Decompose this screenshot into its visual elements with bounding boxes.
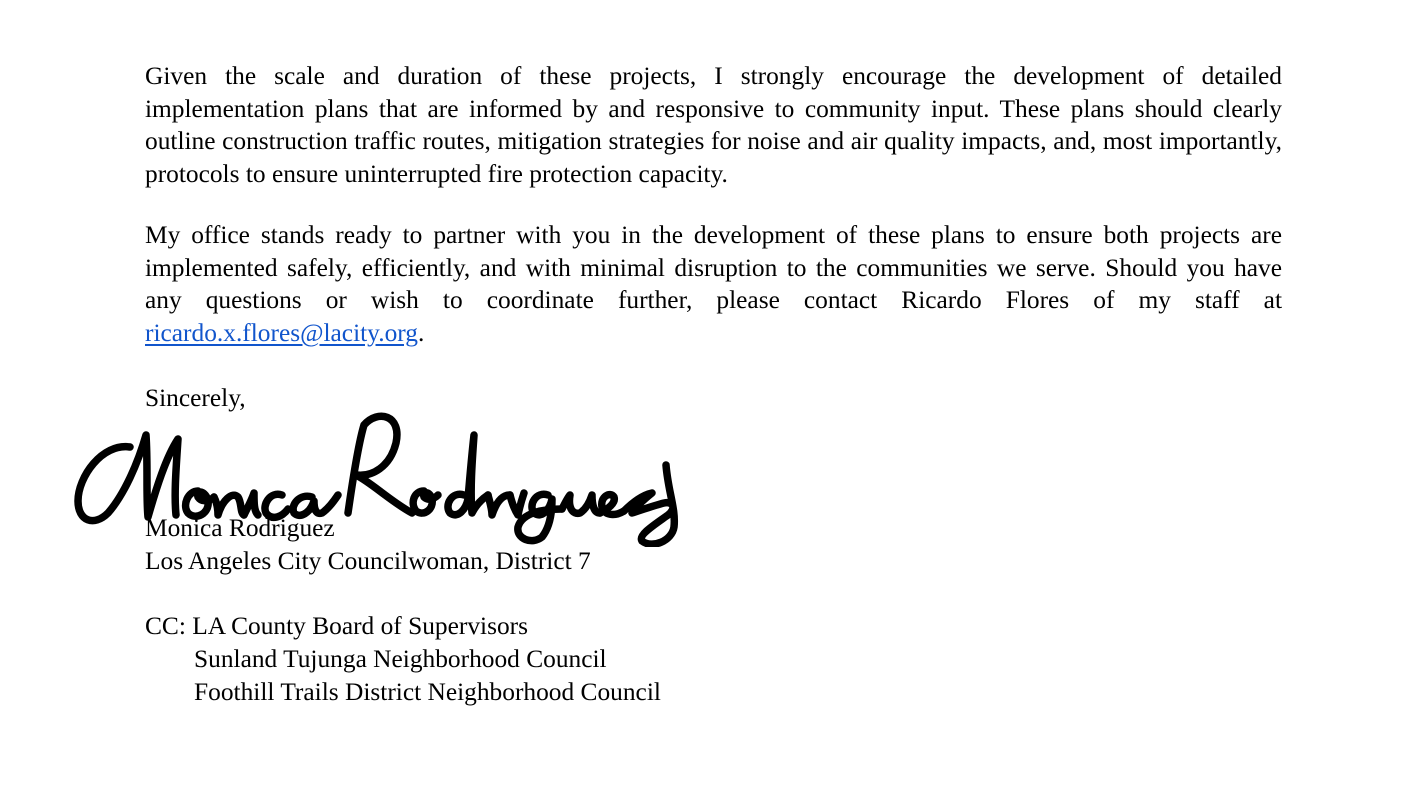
paragraph-text: My office stands ready to partner with you in the development of these plans to ensure both projects are implemented safely, efficiently, and with minimal disruption to the communities we serve. Should you have any questions or wish to coordinate further, please contact Ricardo Flores of my staff at [145,221,1282,315]
cc-prefix: CC: [145,612,193,640]
body-paragraph-implementation-plans: Given the scale and duration of these projects, I strongly encourage the development of detailed implementation plans that are informed by and responsive to community input. These plans should clearly outline construction traffic routes, mitigation strategies for noise and air quality impacts, and, most importantly, protocols to ensure uninterrupted fire protection capacity. [145,62,1282,188]
contact-email-link[interactable]: ricardo.x.flores@lacity.org [145,318,418,347]
cc-line [145,610,528,643]
cc-recipient: Sunland Tujunga Neighborhood Council [194,645,607,673]
cc-recipient: LA County Board of Supervisors [192,612,528,640]
closing-salutation: Sincerely, [145,384,246,412]
cc-recipient: Foothill Trails District Neighborhood Council [194,678,661,706]
signer-name: Monica Rodriguez [145,514,335,542]
body-paragraph-partnership [145,219,1282,349]
paragraph-end-punctuation: . [417,318,425,347]
signer-title: Los Angeles City Councilwoman, District 7 [145,547,591,575]
